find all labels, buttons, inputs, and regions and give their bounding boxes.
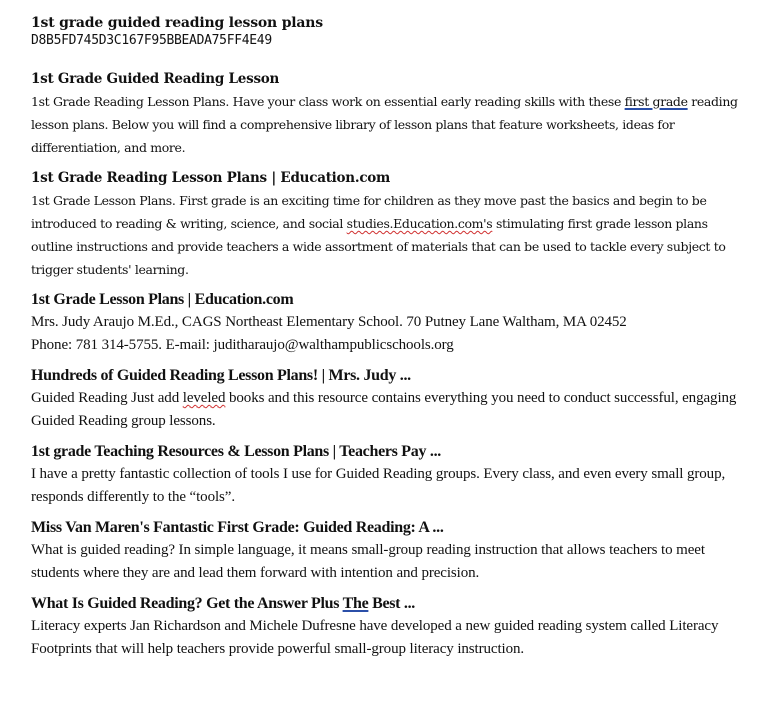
entry-text: stimulating first grade lesson plans outline instructions and provide teachers a wide assortment of materials that can be used to tackle every subject to trigger students' learning. (31, 216, 726, 277)
entry-text: reading lesson plans. Below you will find a comprehensive library of lesson plans that feature worksheets, ideas for differentiation, and more. (31, 94, 738, 155)
entry-title: Hundreds of Guided Reading Lesson Plans! | Mrs. Judy ... (31, 367, 411, 384)
entry-text: 1st Grade Reading Lesson Plans. Have your class work on essential early reading skills with these (31, 94, 625, 109)
entry-body (31, 90, 751, 159)
first-grade-link[interactable]: first grade (624, 94, 688, 109)
entry-body: Literacy experts Jan Richardson and Michele Dufresne have developed a new guided reading system called Literacy Footprints that will help teachers provide powerful small-group literacy instruction. (31, 618, 719, 657)
entry-body (31, 387, 751, 433)
document-title: 1st grade guided reading lesson plans (31, 15, 323, 31)
entry-title (31, 593, 751, 615)
entry-6 (31, 517, 751, 585)
entry-body (31, 189, 751, 281)
document-page (31, 14, 751, 669)
spellcheck-word[interactable]: studies.Education.com's (346, 216, 493, 231)
entry-7 (31, 593, 751, 661)
entry-1 (31, 68, 751, 159)
entry-text: books and this resource contains everything you need to conduct successful, engaging Guided Reading group lessons. (31, 390, 737, 429)
entry-title: 1st Grade Guided Reading Lesson (31, 71, 280, 87)
spellcheck-word[interactable]: leveled (182, 390, 226, 406)
the-link[interactable]: The (342, 595, 369, 612)
entry-text: 1st Grade Lesson Plans. First grade is an exciting time for children as they move past the basics and begin to be introduced to reading & writing, science, and social (31, 193, 707, 231)
entry-title-text: What Is Guided Reading? Get the Answer Plus (31, 595, 343, 612)
entry-text: Guided Reading Just add (31, 390, 183, 406)
document-id: D8B5FD745D3C167F95BBEADA75FF4E49 (31, 33, 272, 48)
entry-5 (31, 441, 751, 509)
entry-contact: Phone: 781 314-5755. E-mail: juditharaujo@walthampublicschools.org (31, 337, 454, 353)
entry-title: 1st grade Teaching Resources & Lesson Plans | Teachers Pay ... (31, 443, 441, 460)
entry-3 (31, 289, 751, 357)
entry-body: I have a pretty fantastic collection of tools I use for Guided Reading groups. Every class, and even every small group, responds differently to the “tools”. (31, 466, 726, 505)
entry-title: Miss Van Maren's Fantastic First Grade: Guided Reading: A ... (31, 519, 444, 536)
entry-title: 1st Grade Lesson Plans | Education.com (31, 291, 294, 308)
entry-2 (31, 167, 751, 281)
entry-4 (31, 365, 751, 433)
entry-address: Mrs. Judy Araujo M.Ed., CAGS Northeast Elementary School. 70 Putney Lane Waltham, MA 02452 (31, 314, 627, 330)
entry-body: What is guided reading? In simple language, it means small-group reading instruction that allows teachers to meet students where they are and lead them forward with intention and precision. (31, 542, 705, 581)
entry-title: 1st Grade Reading Lesson Plans | Education.com (31, 170, 391, 186)
entry-title-text: Best ... (368, 595, 416, 612)
